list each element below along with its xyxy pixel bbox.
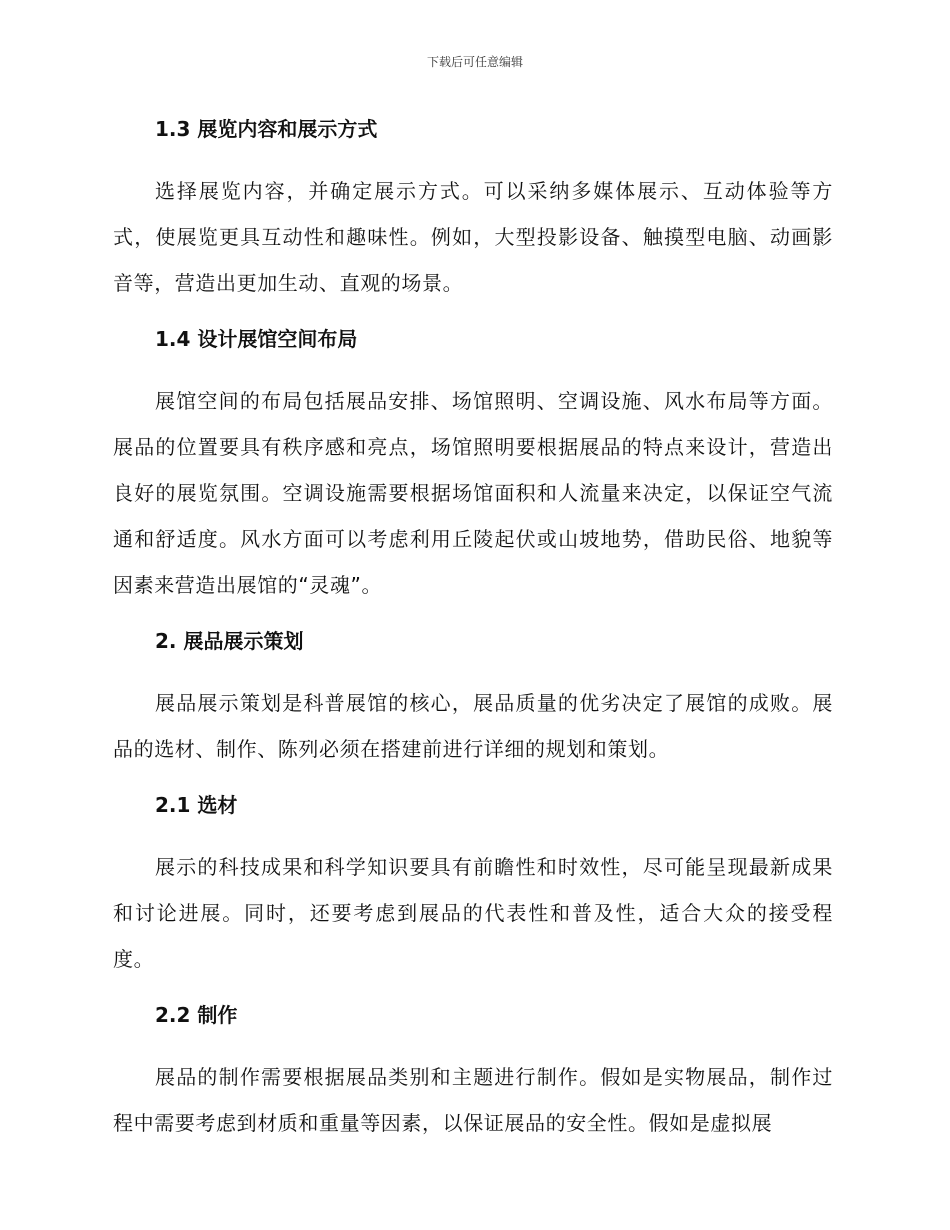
section-heading-1-3: 1.3 展览内容和展示方式 [155,117,378,141]
section-paragraph-1-4: 展馆空间的布局包括展品安排、场馆照明、空调设施、风水布局等方面。展品的位置要具有秩序感和亮点，场馆照明要根据展品的特点来设计，营造出良好的展览氛围。空调设施需要根据场馆面积和人流量来决定，以保证空气流通和舒适度。风水方面可以考虑利用丘陵起伏或山坡地势，借助民俗、地貌等因素来营造出展馆的“灵魂”。 [113,389,833,597]
page-header: 下载后可任意编辑 [426,55,523,69]
section-paragraph-2-1: 展示的科技成果和科学知识要具有前瞻性和时效性，尽可能呈现最新成果和讨论进展。同时，还要考虑到展品的代表性和普及性，适合大众的接受程度。 [113,855,833,971]
section-heading-1-4: 1.4 设计展馆空间布局 [155,327,358,351]
section-paragraph-2: 展品展示策划是科普展馆的核心，展品质量的优劣决定了展馆的成败。展品的选材、制作、陈列必须在搭建前进行详细的规划和策划。 [113,691,833,761]
section-paragraph-1-3: 选择展览内容，并确定展示方式。可以采纳多媒体展示、互动体验等方式，使展览更具互动性和趣味性。例如，大型投影设备、触摸型电脑、动画影音等，营造出更加生动、直观的场景。 [113,179,833,295]
section-heading-2: 2. 展品展示策划 [155,629,304,653]
section-heading-2-2: 2.2 制作 [155,1003,238,1027]
section-heading-2-1: 2.1 选材 [155,793,238,817]
document-body [113,108,833,1146]
section-paragraph-2-2: 展品的制作需要根据展品类别和主题进行制作。假如是实物展品，制作过程中需要考虑到材质和重量等因素，以保证展品的安全性。假如是虚拟展 [113,1065,833,1135]
